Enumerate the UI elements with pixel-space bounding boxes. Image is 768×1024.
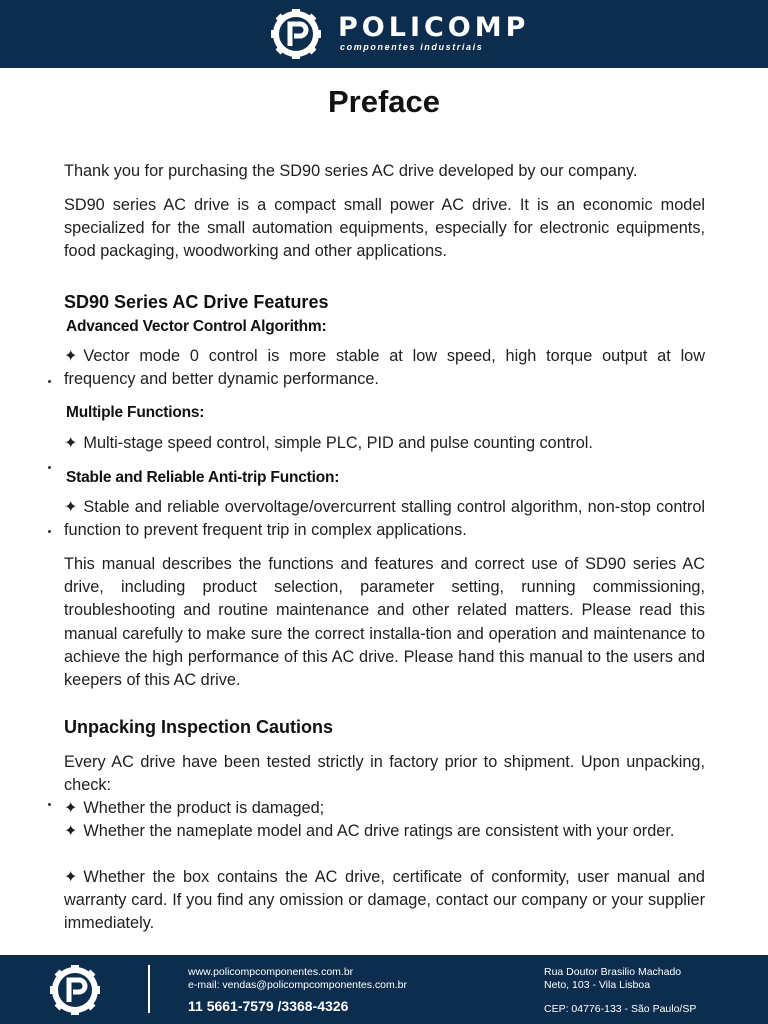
feature-description: Multi-stage speed control, simple PLC, PID and pulse counting control.: [83, 434, 593, 452]
brand-tagline: componentes industriais: [340, 42, 484, 52]
feature-text: [64, 345, 705, 391]
check-text: Whether the box contains the AC drive, certificate of conformity, user manual and warranty card. If you find any omission or damage, contact our company or your supplier immediately.: [64, 868, 705, 933]
feature-title: Stable and Reliable Anti-trip Function:: [66, 469, 340, 486]
margin-dot: [48, 466, 51, 469]
check-item: [64, 797, 705, 820]
footer-address-line2: Neto, 103 - Vila Lisboa: [544, 979, 651, 991]
feature-title: Advanced Vector Control Algorithm:: [66, 318, 327, 335]
check-item: [64, 866, 705, 936]
feature-description: Stable and reliable overvoltage/overcurrent stalling control algorithm, non-stop control function to prevent frequent trip in complex applications.: [64, 498, 705, 540]
brand-name: POLICOMP: [338, 12, 530, 43]
check-text: Whether the product is damaged;: [83, 799, 325, 817]
feature-text: [64, 496, 705, 542]
policomp-logo-icon: [46, 964, 104, 1016]
manual-description: This manual describes the functions and features and correct use of SD90 series AC drive, including product selection, parameter setting, running commissioning, troubleshooting and routine maintenance and other related matters. Please read this manual carefully to make sure the correct installa-tion and operation and maintenance to achieve the high performance of this AC drive. Please hand this manual to the users and keepers of this AC drive.: [64, 555, 705, 690]
feature-text: [64, 432, 705, 455]
unpacking-heading: Unpacking Inspection Cautions: [64, 717, 334, 737]
unpacking-intro: Every AC drive have been tested strictly in factory prior to shipment. Upon unpacking, check:: [64, 753, 705, 795]
star-bullet-icon: ✦: [64, 823, 78, 840]
star-bullet-icon: ✦: [64, 435, 78, 452]
footer-phone: 11 5661-7579 /3368-4326: [188, 998, 349, 1014]
header-bar: [0, 0, 768, 68]
footer-divider: [148, 965, 150, 1013]
star-bullet-icon: ✦: [64, 499, 78, 516]
policomp-logo-icon: [268, 8, 324, 60]
check-text: Whether the nameplate model and AC drive ratings are consistent with your order.: [83, 822, 675, 840]
margin-dot: [48, 803, 51, 806]
margin-dot: [48, 380, 51, 383]
star-bullet-icon: ✦: [64, 800, 78, 817]
footer-website[interactable]: www.policompcomponentes.com.br: [188, 966, 354, 978]
page-title: Preface: [327, 84, 441, 119]
star-bullet-icon: ✦: [64, 348, 78, 365]
margin-dot: [48, 530, 51, 533]
intro-paragraph-1: Thank you for purchasing the SD90 series AC drive developed by our company.: [64, 162, 638, 180]
feature-title: Multiple Functions:: [66, 404, 205, 421]
footer-address-line1: Rua Doutor Brasilio Machado: [544, 966, 682, 978]
feature-description: Vector mode 0 control is more stable at low speed, high torque output at low frequency and better dynamic performance.: [64, 347, 705, 389]
intro-paragraph-2: SD90 series AC drive is a compact small power AC drive. It is an economic model specialized for the small automation equipments, especially for electronic equipments, food packaging, woodworking and other applications.: [64, 196, 705, 261]
footer-cep: CEP: 04776-133 - São Paulo/SP: [544, 1003, 697, 1015]
star-bullet-icon: ✦: [64, 869, 78, 886]
check-item: [64, 820, 705, 843]
features-heading: SD90 Series AC Drive Features: [64, 292, 329, 312]
footer-bar: [0, 955, 768, 1024]
footer-email[interactable]: e-mail: vendas@policompcomponentes.com.br: [188, 979, 408, 991]
